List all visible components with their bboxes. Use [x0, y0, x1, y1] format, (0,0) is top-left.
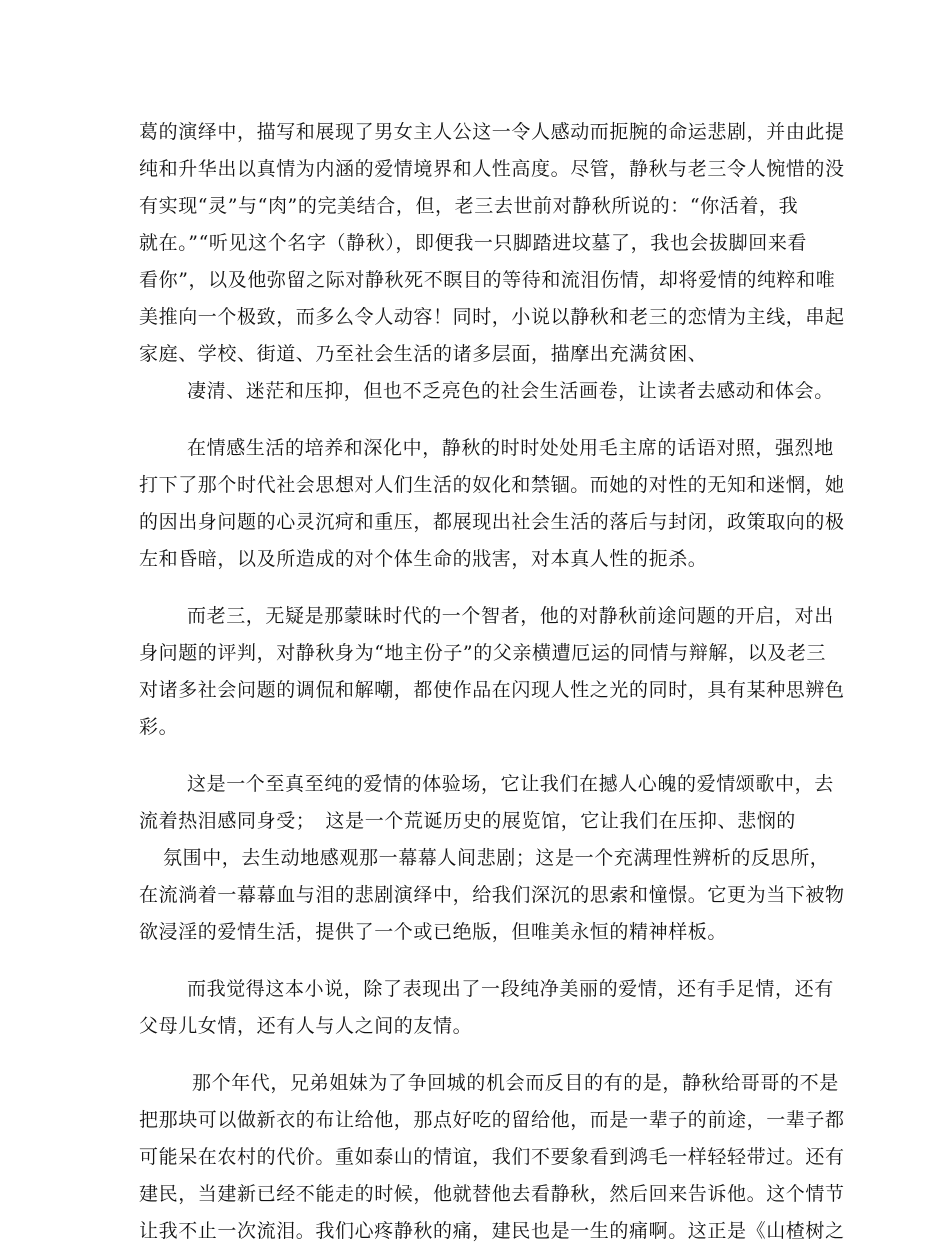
text-line: 在流淌着一幕幕血与泪的悲剧演绎中，给我们深沉的思索和憧憬。它更为当下被物 [139, 884, 845, 906]
text-line: 的因出身问题的心灵沉疴和重压，都展现出社会生活的落后与封闭，政策取向的极 [139, 511, 845, 533]
text-line: 就在。”“听见这个名字（静秋），即便我一只脚踏进坟墓了，我也会拔脚回来看 [139, 232, 808, 254]
text-line: 流着热泪感同身受； 这是一个荒诞历史的展览馆，它让我们在压抑、悲悯的 [139, 810, 796, 832]
text-line: 家庭、学校、街道、乃至社会生活的诸多层面，描摩出充满贫困、 [139, 343, 708, 365]
text-line: 纯和升华出以真情为内涵的爱情境界和人性高度。尽管，静秋与老三令人惋惜的没 [139, 158, 845, 180]
text-line: 而我觉得这本小说，除了表现出了一段纯净美丽的爱情，还有手足情，还有 [187, 978, 834, 1000]
text-line: 这是一个至真至纯的爱情的体验场，它让我们在撼人心魄的爱情颂歌中，去 [187, 773, 834, 795]
text-line: 左和昏暗，以及所造成的对个体生命的戕害，对本真人性的扼杀。 [139, 548, 708, 570]
text-line: 看你”，以及他弥留之际对静秋死不瞑目的等待和流泪伤情，却将爱情的纯粹和唯 [139, 269, 836, 291]
text-line: 有实现“灵”与“肉”的完美结合，但，老三去世前对静秋所说的：“你活着，我 [139, 195, 799, 217]
text-line: 凄清、迷茫和压抑，但也不乏亮色的社会生活画卷，让读者去感动和体会。 [187, 380, 834, 402]
text-line: 让我不止一次流泪。我们心疼静秋的痛，建民也是一生的痛啊。这正是《山楂树之 [139, 1220, 845, 1242]
text-line: 葛的演绎中，描写和展现了男女主人公这一令人感动而扼腕的命运悲剧，并由此提 [139, 121, 845, 143]
text-line: 可能呆在农村的代价。重如泰山的情谊，我们不要象看到鸿毛一样轻轻带过。还有 [139, 1146, 845, 1168]
text-line: 美推向一个极致，而多么令人动容！同时，小说以静秋和老三的恋情为主线，串起 [139, 306, 845, 328]
text-line: 对诸多社会问题的调侃和解嘲，都使作品在闪现人性之光的同时，具有某种思辨色 [139, 679, 845, 701]
text-line: 那个年代，兄弟姐妹为了争回城的机会而反目的有的是，静秋给哥哥的不是 [192, 1072, 839, 1094]
text-line: 建民，当建新已经不能走的时候，他就替他去看静秋，然后回来告诉他。这个情节 [139, 1183, 845, 1205]
text-line: 在情感生活的培养和深化中，静秋的时时处处用毛主席的话语对照，强烈地 [187, 437, 834, 459]
text-line: 氛围中，去生动地感观那一幕幕人间悲剧；这是一个充满理性辨析的反思所， [163, 847, 830, 869]
text-line: 把那块可以做新衣的布让给他，那点好吃的留给他，而是一辈子的前途，一辈子都 [139, 1109, 845, 1131]
text-line: 打下了那个时代社会思想对人们生活的奴化和禁锢。而她的对性的无知和迷惘，她 [139, 474, 845, 496]
text-line: 父母儿女情，还有人与人之间的友情。 [139, 1015, 473, 1037]
text-line: 而老三，无疑是那蒙昧时代的一个智者，他的对静秋前途问题的开启，对出 [187, 605, 834, 627]
text-line: 欲浸淫的爱情生活，提供了一个或已绝版，但唯美永恒的精神样板。 [139, 921, 728, 943]
text-line: 彩。 [139, 716, 179, 738]
text-line: 身问题的评判，对静秋身为“地主份子”的父亲横遭厄运的同情与辩解，以及老三 [139, 642, 827, 664]
